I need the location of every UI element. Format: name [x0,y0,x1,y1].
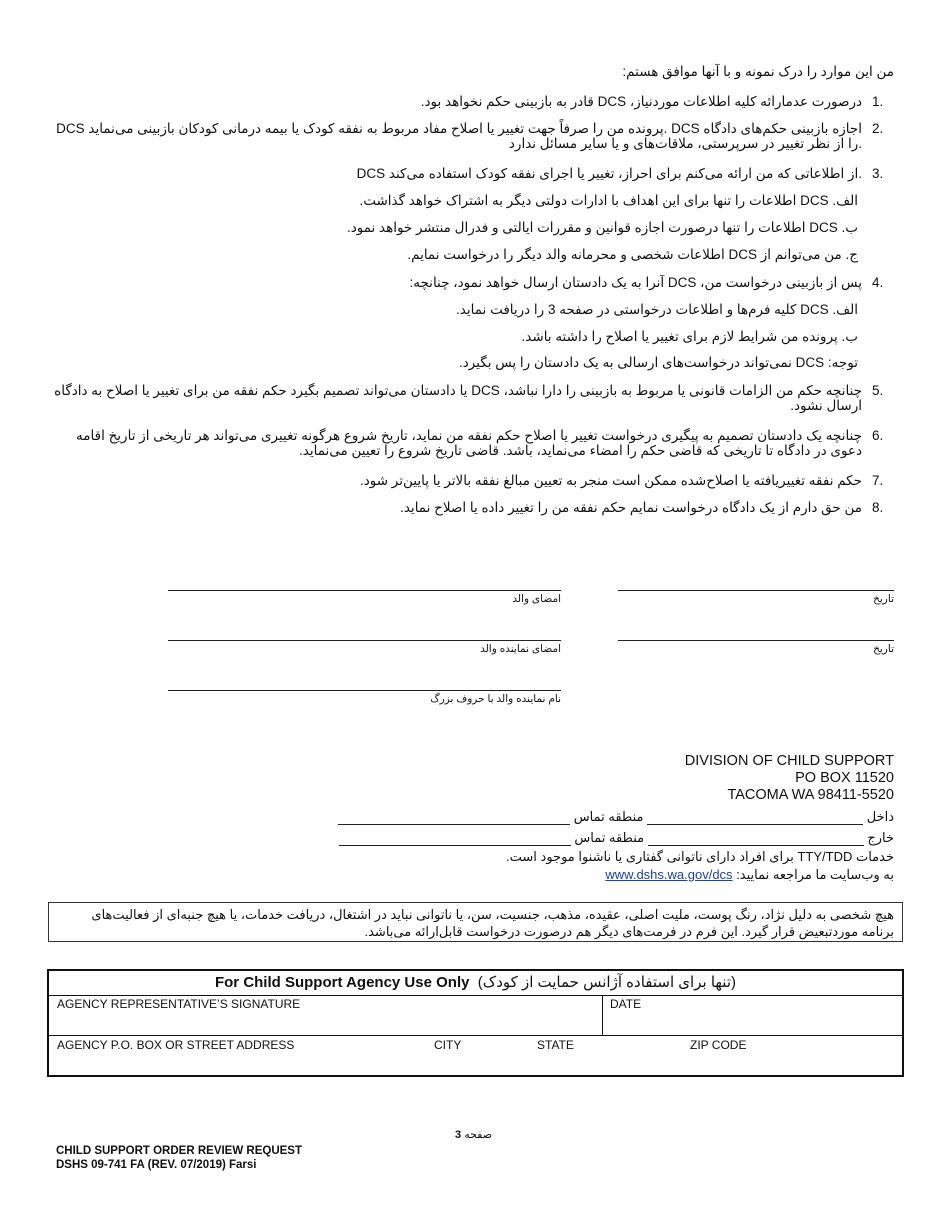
item-text: حکم نفقه تغییریافته یا اصلاح‌شده ممکن است منجر به تعیین مبالغ نفقه بالاتر یا پایین‌تر شود. [359,473,862,488]
item-number: 1. [872,94,884,109]
agency-city-label: CITY [434,1038,462,1052]
item-text: پس از بازبینی درخواست من، DCS آنرا به یک دادستان ارسال خواهد نمود، چنانچه: [409,275,862,290]
rep-name-label: نام نماینده والد با حروف بزرگ [430,693,561,705]
website-row [605,867,894,883]
date-line-2[interactable] [618,640,894,641]
date-label-2: تاریخ [873,643,894,655]
item-number: 4. [872,275,884,290]
list-item-3 [54,166,894,181]
mailing-address [685,753,894,804]
area-label-2: منطقه تماس [574,830,645,845]
date-line-1[interactable] [618,590,894,591]
contact-internal-row [338,809,894,825]
rep-signature-line[interactable] [168,640,561,641]
list-item-1 [54,94,894,109]
page-number-value: 3 [455,1129,462,1141]
website-label: به وب‌سایت ما مراجعه نمایید: [736,867,894,882]
item-4-note: توجه: DCS نمی‌تواند درخواست‌های ارسالی به یک دادستان را پس بگیرد. [458,355,858,370]
page-number [455,1128,492,1141]
item-number: 5. [872,383,884,398]
item-number: 6. [872,428,884,443]
address-line-2: PO BOX 11520 [795,770,894,786]
item-text: DCS پرونده من را صرفاً جهت تغییر یا اصلاح مفاد مربوط به نفقه کودک یا بیمه درمانی کودکان بازبینی می‌نماید. DCS اجازه بازبینی حکم‌های دادگاه را از نظر تغییر در سرپرستی، ملاقات‌های و یا سایر مسائل ندارد. [56,121,862,151]
item-3-sub-b: ب. DCS اطلاعات را تنها درصورت اجازه قوانین و مقررات ایالتی و فدرال منتشر خواهد نمود. [346,220,858,235]
item-3-sub-a: الف. DCS اطلاعات را تنها برای این اهداف با ادارات دولتی دیگر به اشتراک خواهد گذاشت. [359,193,858,208]
form-code: DSHS 09-741 FA (REV. 07/2019) Farsi [56,1159,257,1171]
agency-address-label: AGENCY P.O. BOX OR STREET ADDRESS [57,1038,295,1052]
agency-use-box [47,969,904,1077]
intro-statement: من این موارد را درک نمونه و با آنها موافق هستم: [622,64,894,79]
list-item-6 [54,428,894,458]
agency-title-en: For Child Support Agency Use Only [214,974,470,991]
item-number: 8. [872,500,884,515]
agency-box-header [49,971,902,996]
external-label: خارج [867,830,894,845]
item-4-sub-a: الف. DCS کلیه فرم‌ها و اطلاعات درخواستی در صفحه 3 را دریافت نماید. [456,302,858,317]
item-4-sub-b: ب. پرونده من شرایط لازم برای تغییر یا اصلاح را داشته باشد. [521,329,858,344]
non-discrimination-notice: هیچ شخصی به دلیل نژاد، رنگ پوست، ملیت اصلی، عقیده، مذهب، جنسیت، سن، یا ناتوانی نباید در اشتغال، دریافت خدمات، یا هیچ جنبه‌ای از فعالیت‌های برنامه موردتبعیض قرار گیرد. این فرم در فرمت‌های دیگر هم درصورت درخواست قابل‌ارائه می‌باشد. [48,902,903,942]
item-text: چنانچه یک دادستان تصمیم به پیگیری درخواست تغییر یا اصلاح حکم نفقه من نماید، تاریخ شروع هرگونه تغییری می‌تواند هر تاریخی از تاریخ اقامه دعوی در دادگاه تا تاریخی که قاضی حکم را امضاء می‌نماید، باشد. قاضی تاریخ شروع را تعیین می‌نماید. [76,428,862,458]
external-phone-field[interactable] [648,833,864,846]
address-line-1: DIVISION OF CHILD SUPPORT [684,753,894,769]
item-text: چنانچه حکم من الزامات قانونی یا مربوط به بازبینی را دارا نباشد، DCS یا دادستان می‌تواند تصمیم بگیرد حکم نفقه من برای تغییر یا اصلاح به دادگاه ارسال نشود. [54,383,862,413]
internal-area-field[interactable] [338,812,570,825]
agency-signature-label: AGENCY REPRESENTATIVE’S SIGNATURE [57,997,301,1011]
agency-title-fa: (تنها برای استفاده آژانس حمایت از کودک) [477,974,736,991]
agency-state-label: STATE [537,1038,574,1052]
form-footer [56,1144,302,1172]
date-label-1: تاریخ [873,593,894,605]
agency-zip-label: ZIP CODE [690,1038,747,1052]
item-text: DCS از اطلاعاتی که من ارائه می‌کنم برای احراز، تغییر یا اجرای نفقه کودک استفاده می‌کند. [356,166,862,181]
tty-notice: خدمات TTY/TDD برای افراد دارای ناتوانی گفتاری یا ناشنوا موجود است. [506,849,894,864]
list-item-4 [54,275,894,290]
parent-signature-label: امضای والد [512,593,561,605]
agency-date-label: DATE [610,997,642,1011]
rep-signature-label: امضای نماینده والد [480,643,561,655]
rep-name-line[interactable] [168,690,561,691]
area-label: منطقه تماس [573,809,644,824]
item-number: 7. [872,473,884,488]
contact-external-row [339,830,894,846]
page-label: صفحه [464,1129,493,1141]
list-item-2 [54,121,894,151]
list-item-7 [54,473,894,488]
agency-signature-row [49,995,902,1036]
external-area-field[interactable] [339,833,571,846]
item-3-sub-c: ج. من می‌توانم از DCS اطلاعات شخصی و محرمانه والد دیگر را درخواست نمایم. [407,247,858,262]
item-number: 2. [872,121,884,136]
list-item-5 [54,383,894,413]
address-line-3: TACOMA WA 98411-5520 [727,787,894,803]
parent-signature-line[interactable] [168,590,561,591]
item-text: من حق دارم از یک دادگاه درخواست نمایم حکم نفقه من را تغییر داده یا اصلاح نماید. [400,500,862,515]
list-item-8 [54,500,894,515]
internal-label: داخل [866,809,894,824]
internal-phone-field[interactable] [647,812,863,825]
form-title: CHILD SUPPORT ORDER REVIEW REQUEST [56,1145,302,1157]
item-number: 3. [872,166,884,181]
website-link[interactable]: www.dshs.wa.gov/dcs [605,867,733,882]
item-text: درصورت عدمارائه کلیه اطلاعات موردنیاز، DCS قادر به بازبینی حکم نخواهد بود. [420,94,862,109]
